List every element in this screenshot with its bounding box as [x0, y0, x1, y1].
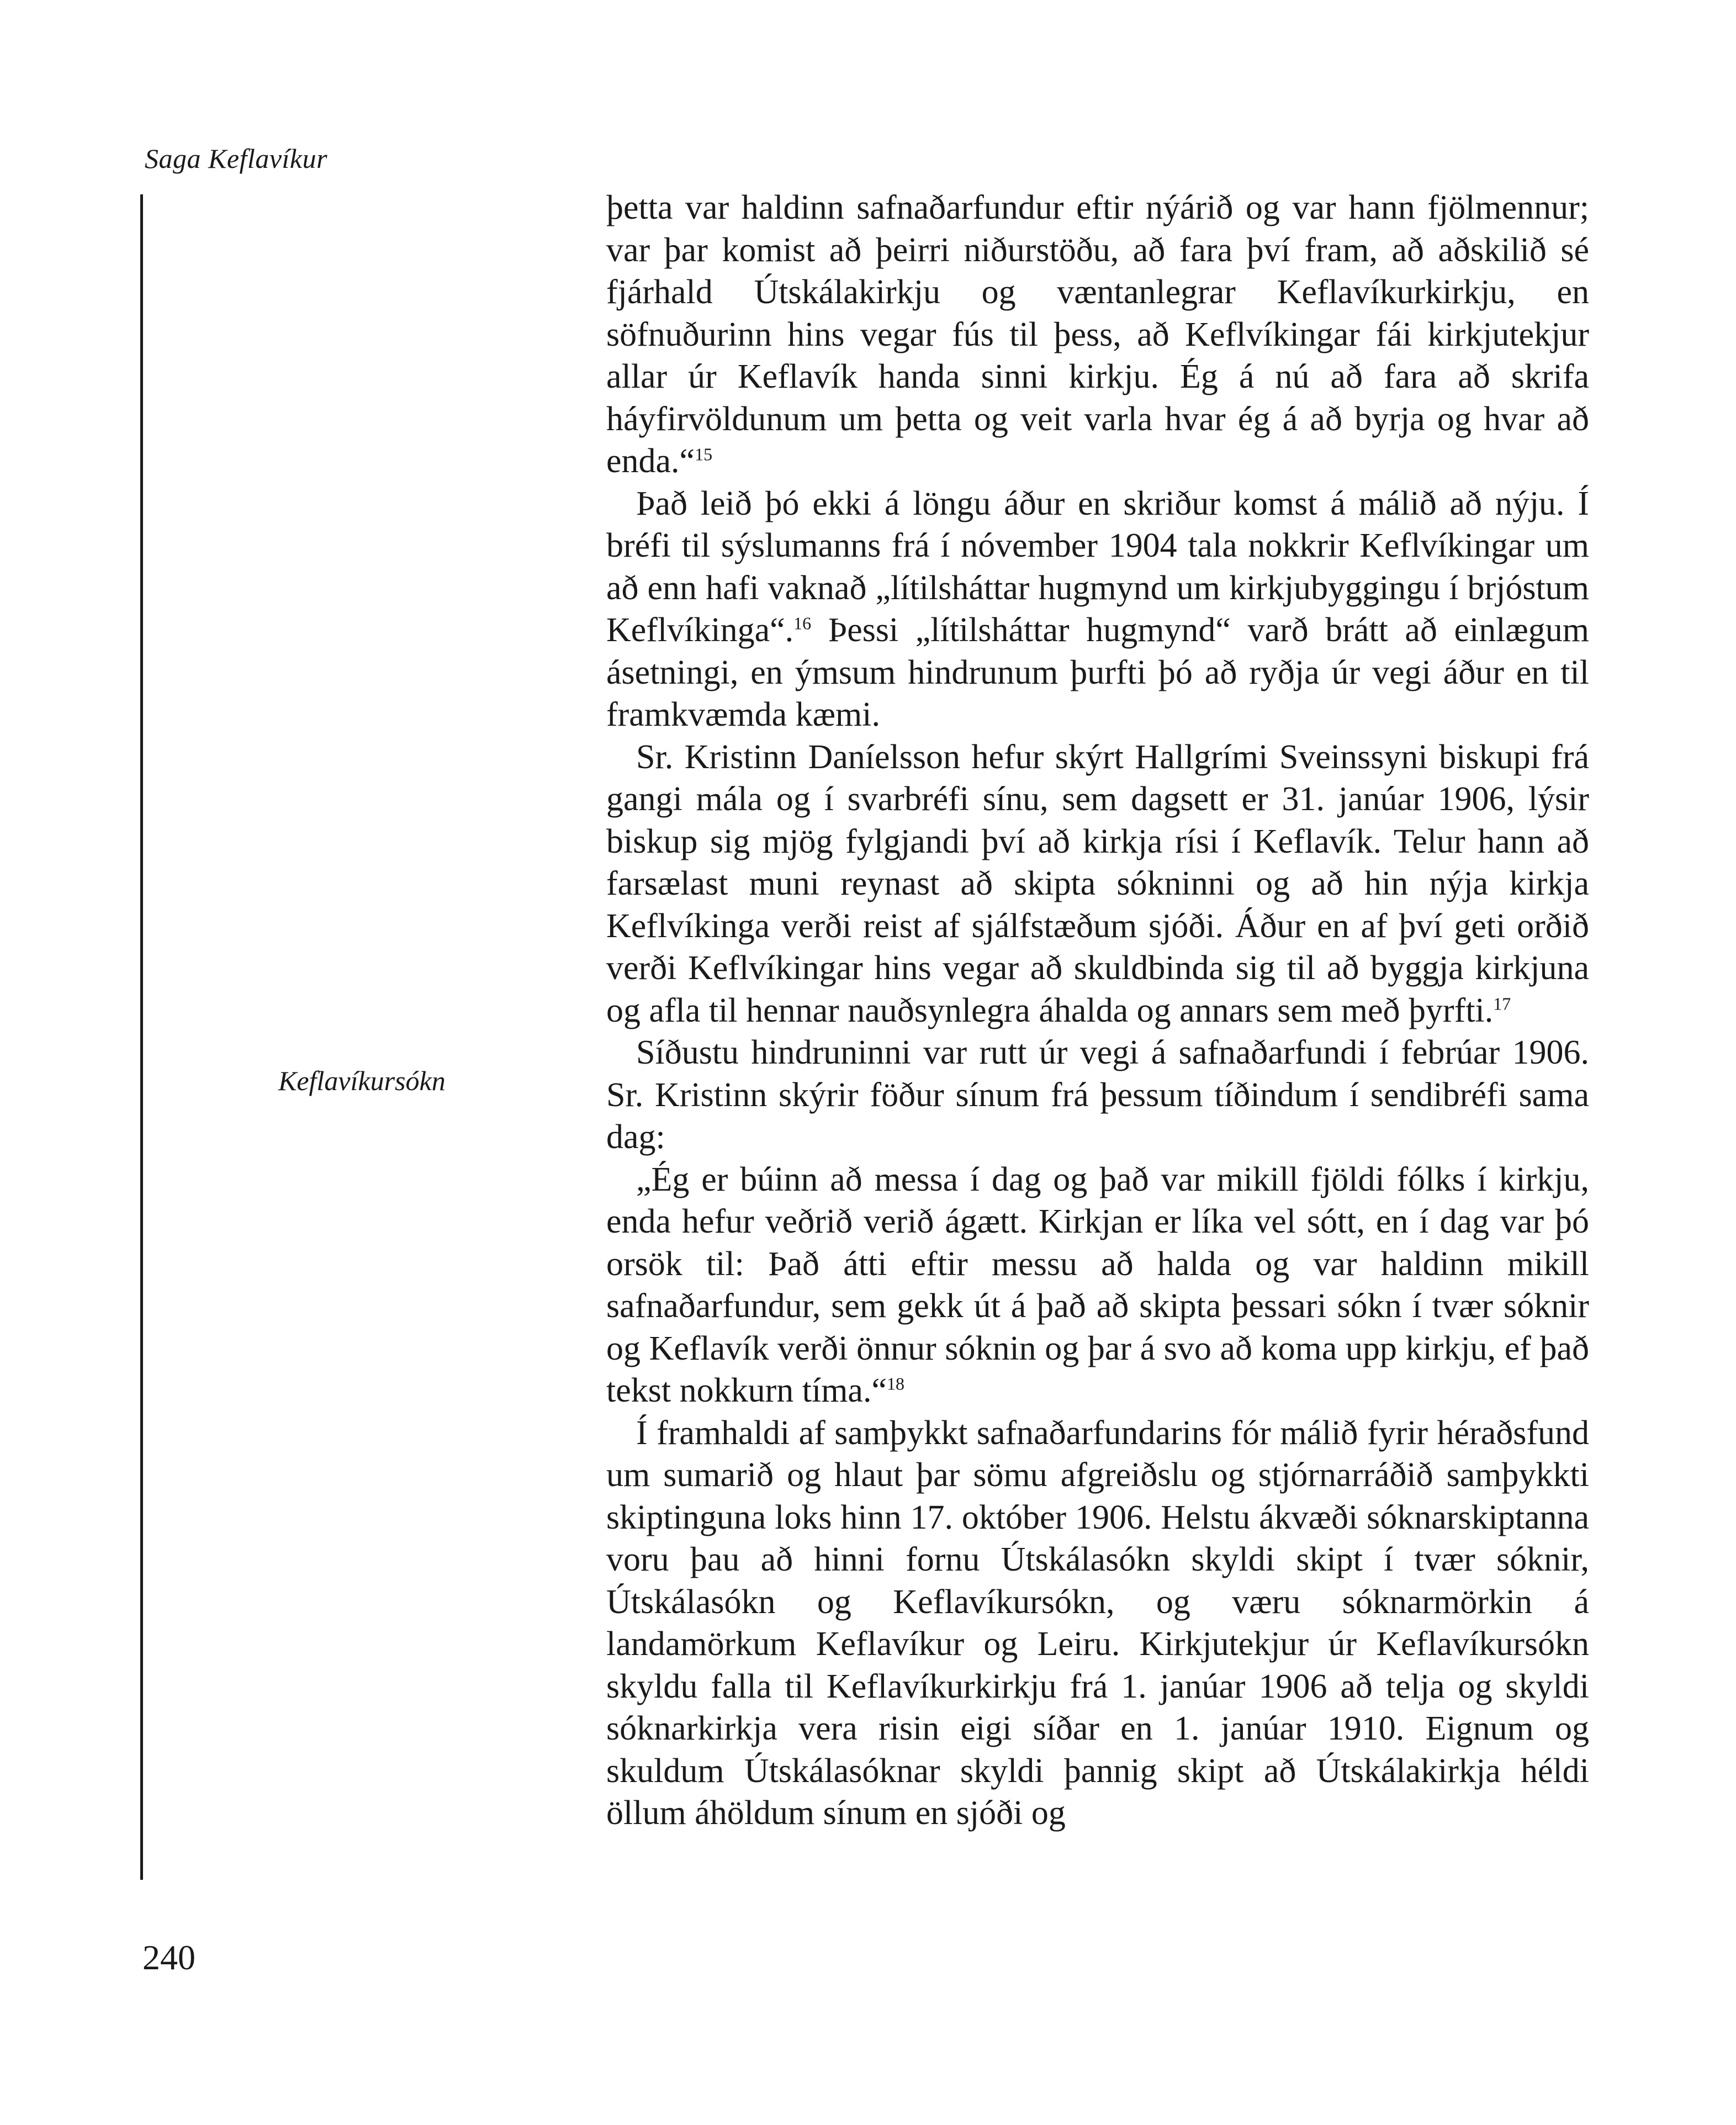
paragraph-3 [606, 736, 1589, 1032]
paragraph-text: Það leið þó ekki á löngu áður en skriður komst á málið að nýju. Í bréfi til sýslumanns frá í nóvember 1904 tala nokkrir Keflvíkingar um að enn hafi vaknað „lítilsháttar hugmynd um kirkjubyggingu í brjóstum Keflvíkinga“. [606, 484, 1589, 649]
block-quote [606, 1159, 1589, 1412]
margin-note: Keflavíkursókn [278, 1065, 446, 1096]
paragraph-text-continued: Þessi „lítilsháttar hugmynd“ varð brátt að einlægum ásetningi, en ýmsum hindrunum þurfti þó að ryðja úr vegi áður en til framkvæmda kæmi. [606, 611, 1589, 733]
footnote-ref: 16 [793, 613, 812, 633]
footnote-ref: 18 [886, 1373, 904, 1394]
quote-text: „Ég er búinn að messa í dag og það var mikill fjöldi fólks í kirkju, enda hefur veðrið verið ágætt. Kirkjan er líka vel sótt, en í dag var þó orsök til: Það átti eftir messu að halda og var haldinn mikill safnaðarfundur, sem gekk út á það að skipta þessari sókn í tvær sóknir og Keflavík verði önnur sóknin og þar á svo að koma upp kirkju, ef það tekst nokkurn tíma.“ [606, 1160, 1589, 1409]
paragraph-2 [606, 483, 1589, 736]
footnote-ref: 15 [695, 444, 713, 464]
paragraph-6 [606, 1412, 1589, 1835]
paragraph-text: Síðustu hindruninni var rutt úr vegi á safnaðarfundi í febrúar 1906. Sr. Kristinn skýrir föður sínum frá þessum tíðindum í sendibréfi sama dag: [606, 1034, 1589, 1156]
footnote-ref: 17 [1493, 993, 1511, 1013]
page-number: 240 [142, 1938, 195, 1977]
paragraph-text: Í framhaldi af samþykkt safnaðarfundarins fór málið fyrir héraðsfund um sumarið og hlaut þar sömu afgreiðslu og stjórnarráðið samþykkti skiptinguna loks hinn 17. október 1906. Helstu ákvæði sóknarskiptanna voru þau að hinni fornu Útskálasókn skyldi skipt í tvær sóknir, Útskálasókn og Keflavíkursókn, og væru sóknarmörkin á landamörkum Keflavíkur og Leiru. Kirkjutekjur úr Keflavíkursókn skyldu falla til Keflavíkurkirkju frá 1. janúar 1906 að telja og skyldi sóknarkirkja vera risin eigi síðar en 1. janúar 1910. Eignum og skuldum Útskálasóknar skyldi þannig skipt að Útskálakirkja héldi öllum áhöldum sínum en sjóði og [606, 1414, 1589, 1832]
body-text [606, 187, 1589, 1835]
running-head: Saga Keflavíkur [145, 143, 328, 174]
paragraph-text: þetta var haldinn safnaðarfundur eftir nýárið og var hann fjölmennur; var þar komist að þeirri niðurstöðu, að fara því fram, að aðskilið sé fjárhald Útskálakirkju og væntanlegrar Keflavíkurkirkju, en söfnuðurinn hins vegar fús til þess, að Keflvíkingar fái kirkjutekjur allar úr Keflavík handa sinni kirkju. Ég á nú að fara að skrifa háyfirvöldunum um þetta og veit varla hvar ég á að byrja og hvar að enda.“ [606, 189, 1589, 480]
margin-rule [140, 194, 143, 1880]
paragraph-1 [606, 187, 1589, 483]
paragraph-4 [606, 1032, 1589, 1159]
paragraph-text: Sr. Kristinn Daníelsson hefur skýrt Hallgrími Sveinssyni biskupi frá gangi mála og í svarbréfi sínu, sem dagsett er 31. janúar 1906, lýsir biskup sig mjög fylgjandi því að kirkja rísi í Keflavík. Telur hann að farsælast muni reynast að skipta sókninni og að hin nýja kirkja Keflvíkinga verði reist af sjálfstæðum sjóði. Áður en af því geti orðið verði Keflvíkingar hins vegar að skuldbinda sig til að byggja kirkjuna og afla til hennar nauðsynlegra áhalda og annars sem með þyrfti. [606, 738, 1589, 1029]
